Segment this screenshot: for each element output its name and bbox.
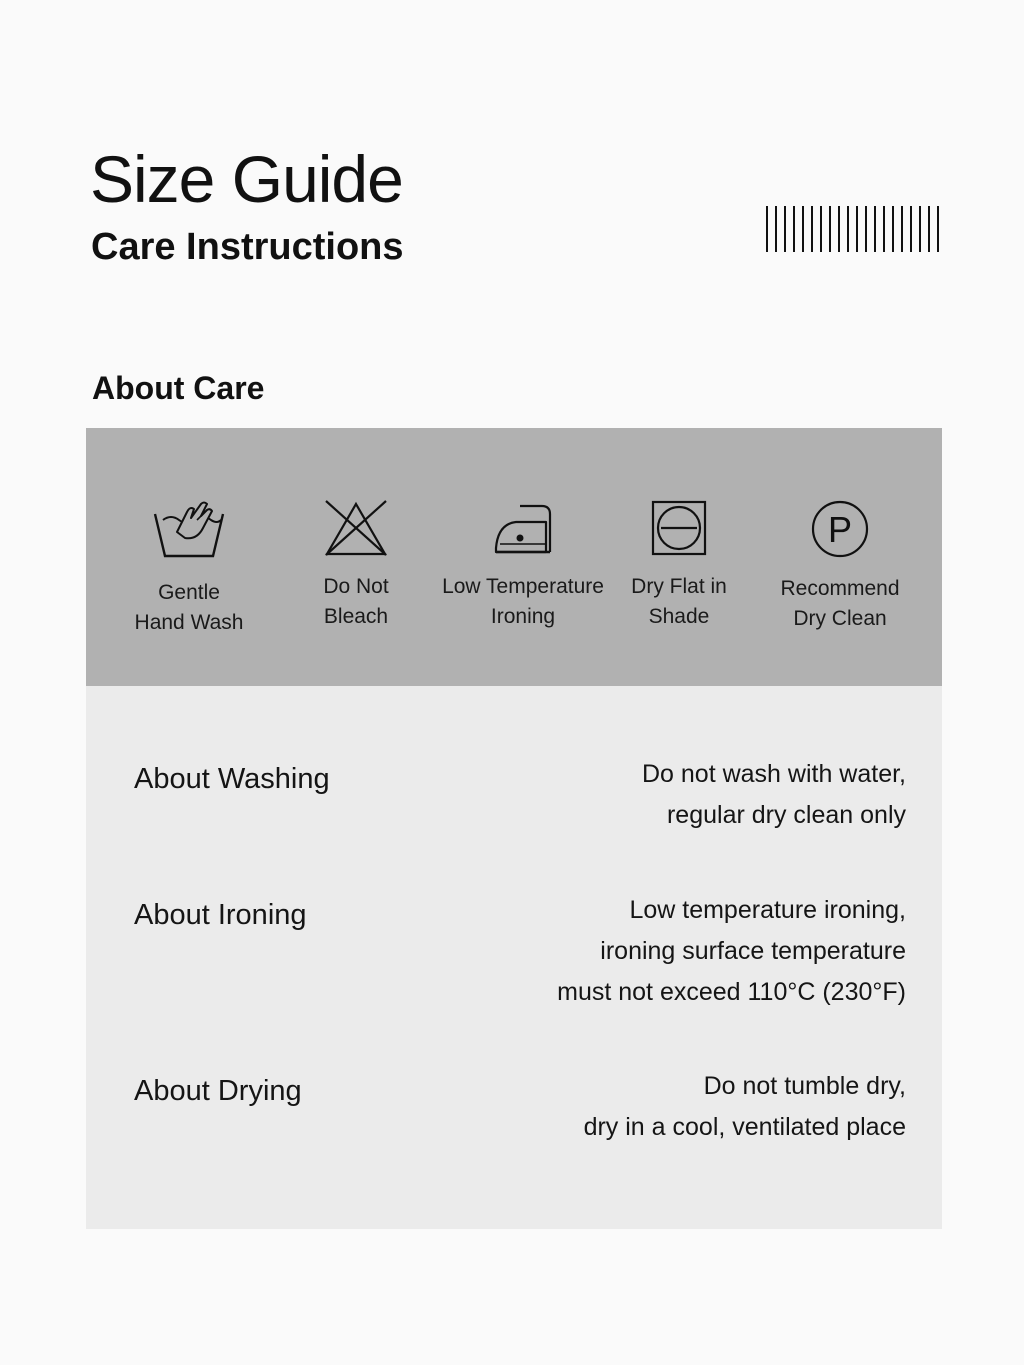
care-label-line1: Gentle [158,581,220,604]
care-label-line2: Shade [648,605,710,628]
page-title: Size Guide [90,142,403,216]
dry-clean-p-icon [809,498,871,560]
care-label-line1: Do Not [323,575,389,598]
barcode-graphic [764,206,944,252]
care-item-dry-flat-shade [589,498,769,632]
care-item-hand-wash [99,498,279,638]
about-care-heading: About Care [92,370,265,406]
detail-label: About Ironing [134,899,307,931]
care-label-line1: Recommend [780,577,900,600]
detail-line: Do not tumble dry, [703,1072,906,1100]
detail-line: must not exceed 110°C (230°F) [557,978,906,1006]
detail-line: dry in a cool, ventilated place [583,1113,906,1141]
care-item-low-temp-iron [433,498,613,632]
detail-label: About Washing [134,763,330,795]
detail-line: ironing surface temperature [600,937,906,965]
detail-line: regular dry clean only [666,801,906,829]
detail-value [557,890,906,1013]
hand-wash-icon [151,498,227,564]
care-item-no-bleach [266,498,446,632]
care-details-panel [86,686,942,1229]
care-icons-panel [86,428,942,686]
low-temp-iron-icon [490,498,556,558]
dry-flat-shade-icon [649,498,709,558]
care-label-line2: Bleach [323,605,389,628]
care-label-line1: Dry Flat in [631,575,727,598]
care-label-line2: Ironing [490,605,556,628]
no-bleach-icon [323,498,389,558]
care-label-line1: Low Temperature [442,575,604,598]
detail-value [642,754,906,836]
page-subtitle: Care Instructions [91,226,404,268]
detail-value [584,1066,906,1148]
dry-clean-symbol: P [827,509,853,550]
detail-line: Do not wash with water, [641,760,906,788]
care-label-line2: Hand Wash [134,611,244,634]
care-label-line2: Dry Clean [793,607,887,630]
detail-line: Low temperature ironing, [629,896,906,924]
care-item-dry-clean [750,498,930,634]
detail-label: About Drying [134,1075,302,1107]
